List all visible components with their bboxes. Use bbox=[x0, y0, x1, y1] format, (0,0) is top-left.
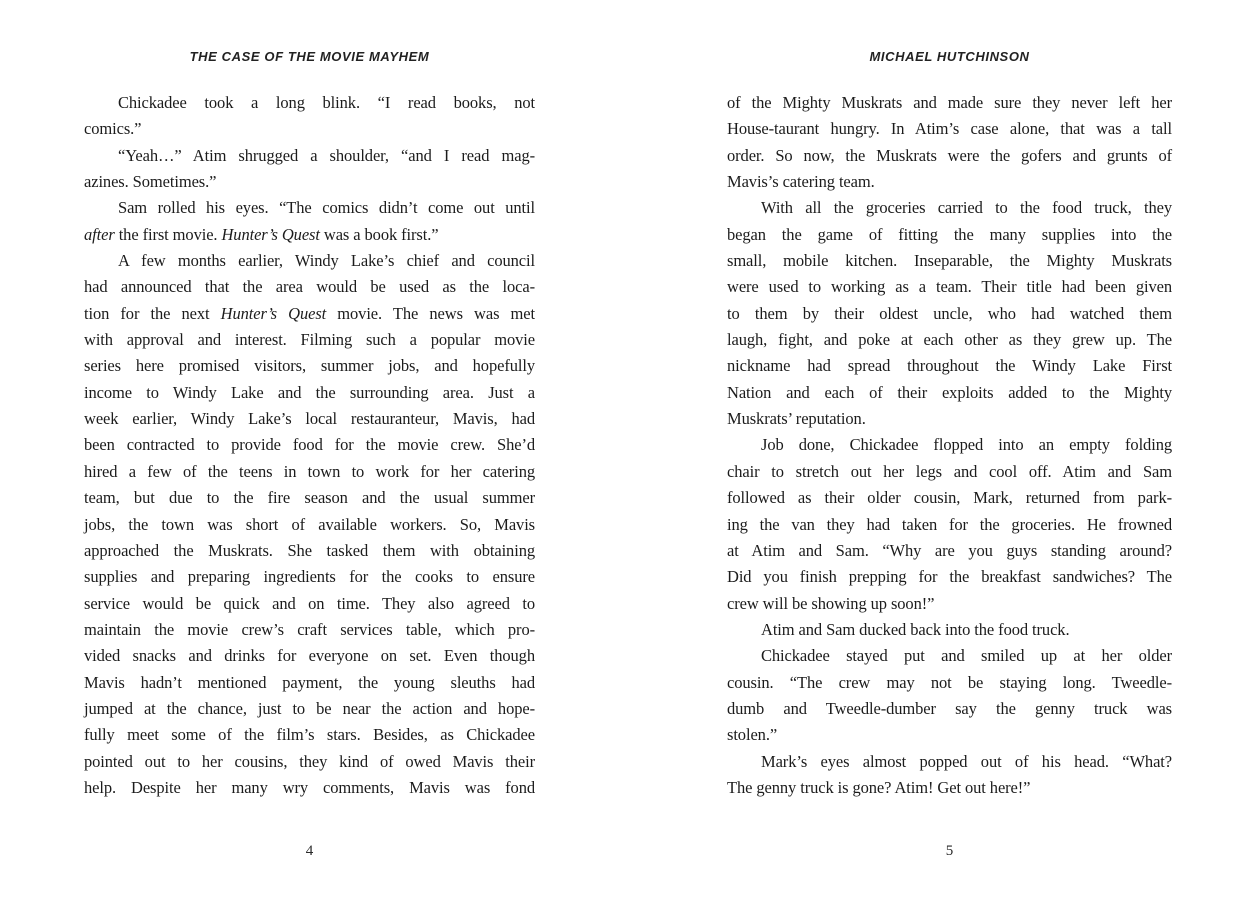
text-line: at Atim and Sam. “Why are you guys standing around? bbox=[727, 540, 1172, 560]
text-line: Did you finish prepping for the breakfast sandwiches? The bbox=[727, 567, 1172, 587]
text-line: hired a few of the teens in town to work for her catering bbox=[84, 461, 535, 481]
text-line: A few months earlier, Windy Lake’s chief and council bbox=[118, 251, 535, 271]
right-page bbox=[727, 0, 1172, 900]
text-line: series here promised visitors, summer jobs, and hopefully bbox=[84, 356, 535, 376]
text-line: nickname had spread throughout the Windy Lake First bbox=[727, 356, 1172, 376]
text-line: to them by their oldest uncle, who had watched them bbox=[727, 303, 1172, 323]
text-line: Chickadee took a long blink. “I read books, not bbox=[118, 93, 535, 112]
text-line: jobs, the town was short of available workers. So, Mavis bbox=[84, 514, 535, 534]
text-line: Muskrats’ reputation. bbox=[727, 409, 866, 429]
left-page-body bbox=[84, 90, 535, 801]
page-number-right: 5 bbox=[945, 843, 954, 859]
text-line: laugh, fight, and poke at each other as they grew up. The bbox=[727, 330, 1172, 350]
text-line: income to Windy Lake and the surrounding area. Just a bbox=[84, 382, 535, 402]
text-line: of the Mighty Muskrats and made sure they never left her bbox=[727, 93, 1172, 112]
text-line: order. So now, the Muskrats were the gofers and grunts of bbox=[727, 145, 1172, 165]
text-line: with approval and interest. Filming such a popular movie bbox=[84, 330, 535, 350]
text-line: cousin. “The crew may not be staying long. Tweedle- bbox=[727, 672, 1172, 692]
text-line: been contracted to provide food for the movie crew. She’d bbox=[84, 435, 535, 455]
text-line: Nation and each of their exploits added to the Mighty bbox=[727, 382, 1172, 402]
italic-text: Hunter’s Quest bbox=[220, 303, 327, 323]
text-line: Atim and Sam ducked back into the food truck. bbox=[761, 619, 1070, 639]
text-line: comics.” bbox=[84, 119, 142, 139]
text-line: azines. Sometimes.” bbox=[84, 172, 217, 192]
text-line: crew will be showing up soon!” bbox=[727, 593, 935, 613]
text-line: chair to stretch out her legs and cool off. Atim and Sam bbox=[727, 461, 1172, 481]
text-line: supplies and preparing ingredients for the cooks to ensure bbox=[84, 567, 535, 587]
text-line: ing the van they had taken for the groceries. He frowned bbox=[727, 514, 1172, 534]
text-line: dumb and Tweedle-dumber say the genny truck was bbox=[727, 698, 1172, 718]
text-line: tion for the next Hunter’s Quest movie. The news was met bbox=[84, 303, 535, 323]
page-number-left: 4 bbox=[305, 843, 314, 859]
text-line: Mavis hadn’t mentioned payment, the young sleuths had bbox=[84, 672, 535, 692]
text-line: jumped at the chance, just to be near the action and hope- bbox=[84, 698, 535, 718]
text-line: were used to working as a team. Their title had been given bbox=[727, 277, 1172, 297]
text-line: followed as their older cousin, Mark, returned from park- bbox=[727, 488, 1172, 508]
text-line: With all the groceries carried to the food truck, they bbox=[761, 198, 1172, 218]
text-line: pointed out to her cousins, they kind of owed Mavis their bbox=[84, 751, 535, 771]
text-line: Job done, Chickadee flopped into an empty folding bbox=[761, 435, 1172, 455]
text-line: House-taurant hungry. In Atim’s case alone, that was a tall bbox=[727, 119, 1172, 139]
text-line: small, mobile kitchen. Inseparable, the Mighty Muskrats bbox=[727, 251, 1172, 271]
right-page-body bbox=[727, 90, 1172, 801]
text-line: vided snacks and drinks for everyone on set. Even though bbox=[84, 646, 535, 666]
left-page bbox=[84, 0, 535, 900]
text-line: Mark’s eyes almost popped out of his head. “What? bbox=[761, 751, 1172, 771]
text-line: Mavis’s catering team. bbox=[727, 172, 875, 192]
text-line: help. Despite her many wry comments, Mavis was fond bbox=[84, 777, 535, 797]
text-line: team, but due to the fire season and the usual summer bbox=[84, 488, 535, 508]
italic-text: after bbox=[84, 224, 115, 244]
text-line: week earlier, Windy Lake’s local restauranteur, Mavis, had bbox=[84, 409, 535, 429]
text-line: after the first movie. Hunter’s Quest was a book first.” bbox=[84, 224, 439, 244]
text-line: service would be quick and on time. They also agreed to bbox=[84, 593, 535, 613]
running-head-author: MICHAEL HUTCHINSON bbox=[869, 49, 1030, 64]
text-line: had announced that the area would be used as the loca- bbox=[84, 277, 535, 297]
text-line: approached the Muskrats. She tasked them with obtaining bbox=[84, 540, 535, 560]
text-line: Sam rolled his eyes. “The comics didn’t come out until bbox=[118, 198, 535, 218]
text-line: The genny truck is gone? Atim! Get out here!” bbox=[727, 777, 1031, 797]
text-line: stolen.” bbox=[727, 725, 778, 745]
text-line: maintain the movie crew’s craft services table, which pro- bbox=[84, 619, 535, 639]
text-line: Chickadee stayed put and smiled up at her older bbox=[761, 646, 1172, 666]
running-head-book-title: THE CASE OF THE MOVIE MAYHEM bbox=[189, 49, 430, 64]
italic-text: Hunter’s Quest bbox=[221, 224, 320, 244]
text-line: fully meet some of the film’s stars. Besides, as Chickadee bbox=[84, 725, 535, 745]
text-line: began the game of fitting the many supplies into the bbox=[727, 224, 1172, 244]
text-line: “Yeah…” Atim shrugged a shoulder, “and I read mag- bbox=[118, 145, 535, 165]
